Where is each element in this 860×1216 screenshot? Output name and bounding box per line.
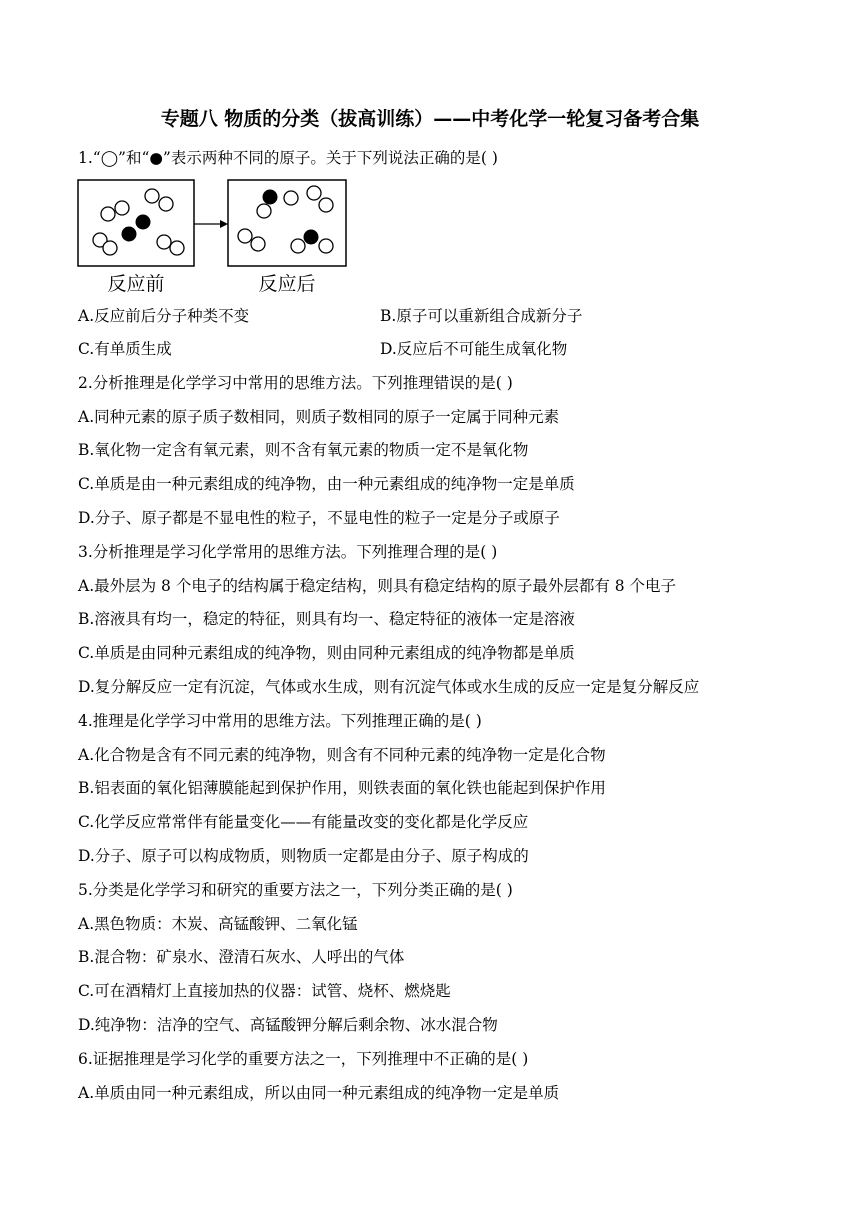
q2-option-c: C.单质是由一种元素组成的纯净物，由一种元素组成的纯净物一定是单质 (78, 475, 575, 493)
q3-option-b: B.溶液具有均一，稳定的特征，则具有均一、稳定特征的液体一定是溶液 (78, 610, 575, 628)
q6-option-a: A.单质由同一种元素组成，所以由同一种元素组成的纯净物一定是单质 (78, 1084, 560, 1102)
black-atom (122, 227, 137, 242)
question-1-stem: 1.“◯”和“●”表示两种不同的原子。关于下列说法正确的是( ) (78, 149, 498, 167)
q5-option-d: D.纯净物：洁净的空气、高锰酸钾分解后剩余物、冰水混合物 (78, 1016, 498, 1034)
white-atom (115, 201, 129, 215)
white-atom (157, 235, 171, 249)
q1-option-b: B.原子可以重新组合成新分子 (380, 307, 583, 325)
q2-option-a: A.同种元素的原子质子数相同，则质子数相同的原子一定属于同种元素 (78, 408, 560, 426)
q4-option-d: D.分子、原子可以构成物质，则物质一定都是由分子、原子构成的 (78, 847, 529, 865)
question-2-stem: 2.分析推理是化学学习中常用的思维方法。下列推理错误的是( ) (78, 374, 513, 392)
q4-option-a: A.化合物是含有不同元素的纯净物，则含有不同种元素的纯净物一定是化合物 (78, 746, 606, 764)
white-atom (284, 191, 298, 205)
white-atom (319, 239, 333, 253)
q5-option-b: B.混合物：矿泉水、澄清石灰水、人呼出的气体 (78, 948, 405, 966)
question-5-stem: 5.分类是化学学习和研究的重要方法之一，下列分类正确的是( ) (78, 881, 513, 899)
q2-option-b: B.氧化物一定含有氧元素，则不含有氧元素的物质一定不是氧化物 (78, 441, 529, 459)
q5-option-c: C.可在酒精灯上直接加热的仪器：试管、烧杯、燃烧匙 (78, 982, 451, 1000)
q3-option-a: A.最外层为 8 个电子的结构属于稳定结构，则具有稳定结构的原子最外层都有 8 个电子 (78, 577, 677, 595)
question-3-stem: 3.分析推理是学习化学常用的思维方法。下列推理合理的是( ) (78, 543, 498, 561)
white-atom (145, 189, 159, 203)
question-4-stem: 4.推理是化学学习中常用的思维方法。下列推理正确的是( ) (78, 712, 482, 730)
q5-option-a: A.黑色物质：木炭、高锰酸钾、二氧化锰 (78, 915, 358, 933)
white-atom (101, 207, 115, 221)
q3-option-d: D.复分解反应一定有沉淀，气体或水生成，则有沉淀气体或水生成的反应一定是复分解反应 (78, 678, 700, 696)
white-atom (238, 229, 252, 243)
white-atom (159, 197, 173, 211)
label-before: 反应前 (107, 273, 165, 295)
black-atom (263, 190, 278, 205)
q1-option-d: D.反应后不可能生成氧化物 (380, 340, 568, 358)
white-atom (103, 241, 117, 255)
white-atom (257, 204, 271, 218)
q1-option-c: C.有单质生成 (78, 340, 172, 358)
q3-option-c: C.单质是由同种元素组成的纯净物，则由同种元素组成的纯净物都是单质 (78, 644, 575, 662)
white-atom (319, 198, 333, 212)
arrow-head (220, 220, 228, 228)
white-atom (170, 241, 184, 255)
white-atom (291, 239, 305, 253)
reaction-diagram (76, 178, 352, 296)
q1-option-a: A.反应前后分子种类不变 (78, 307, 250, 325)
white-atom (251, 237, 265, 251)
page-title: 专题八 物质的分类（拔高训练）——中考化学一轮复习备考合集 (160, 108, 700, 130)
q4-option-c: C.化学反应常常伴有能量变化——有能量改变的变化都是化学反应 (78, 813, 529, 831)
q2-option-d: D.分子、原子都是不显电性的粒子，不显电性的粒子一定是分子或原子 (78, 509, 560, 527)
black-atom (136, 215, 151, 230)
white-atom (307, 186, 321, 200)
label-after: 反应后 (258, 273, 316, 295)
black-atom (304, 230, 319, 245)
q4-option-b: B.铝表面的氧化铝薄膜能起到保护作用，则铁表面的氧化铁也能起到保护作用 (78, 779, 606, 797)
question-6-stem: 6.证据推理是学习化学的重要方法之一，下列推理中不正确的是( ) (78, 1050, 529, 1068)
